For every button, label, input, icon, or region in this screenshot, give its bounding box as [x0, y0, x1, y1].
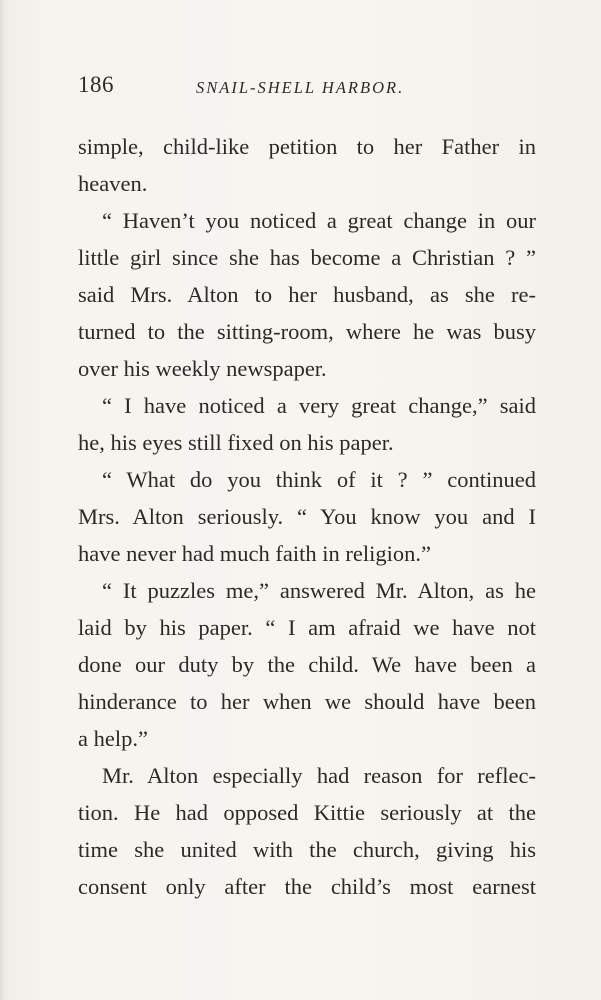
text-line: he, his eyes still fixed on his paper.: [78, 430, 394, 455]
page-header: [78, 72, 538, 106]
text-line: a help.”: [78, 726, 148, 751]
text-line: over his weekly newspaper.: [78, 356, 327, 381]
text-line: laid by his paper. “ I am afraid we have not: [78, 615, 536, 640]
text-line: Mrs. Alton seriously. “ You know you and I: [78, 504, 536, 529]
text-line: “ I have noticed a very great change,” said: [102, 393, 536, 418]
text-line: hinderance to her when we should have been: [78, 689, 536, 714]
text-line: heaven.: [78, 171, 148, 196]
text-line: have never had much faith in religion.”: [78, 541, 431, 566]
text-line: turned to the sitting-room, where he was busy: [78, 319, 536, 344]
page-gutter-shadow: [0, 0, 6, 1000]
text-line: “ What do you think of it ? ” continued: [102, 467, 536, 492]
body-text: [78, 128, 536, 905]
text-line: time she united with the church, giving his: [78, 837, 536, 862]
text-line: “ Haven’t you noticed a great change in our: [102, 208, 536, 233]
text-line: done our duty by the child. We have been a: [78, 652, 536, 677]
running-title: SNAIL-SHELL HARBOR.: [196, 78, 405, 97]
text-line: tion. He had opposed Kittie seriously at the: [78, 800, 536, 825]
text-line: Mr. Alton especially had reason for reflec-: [102, 763, 536, 788]
text-line: “ It puzzles me,” answered Mr. Alton, as he: [102, 578, 536, 603]
text-line: little girl since she has become a Christian ? ”: [78, 245, 536, 270]
text-line: consent only after the child’s most earnest: [78, 874, 536, 899]
text-line: simple, child-like petition to her Father in: [78, 134, 536, 159]
page-number: 186: [78, 72, 114, 97]
text-line: said Mrs. Alton to her husband, as she re-: [78, 282, 536, 307]
